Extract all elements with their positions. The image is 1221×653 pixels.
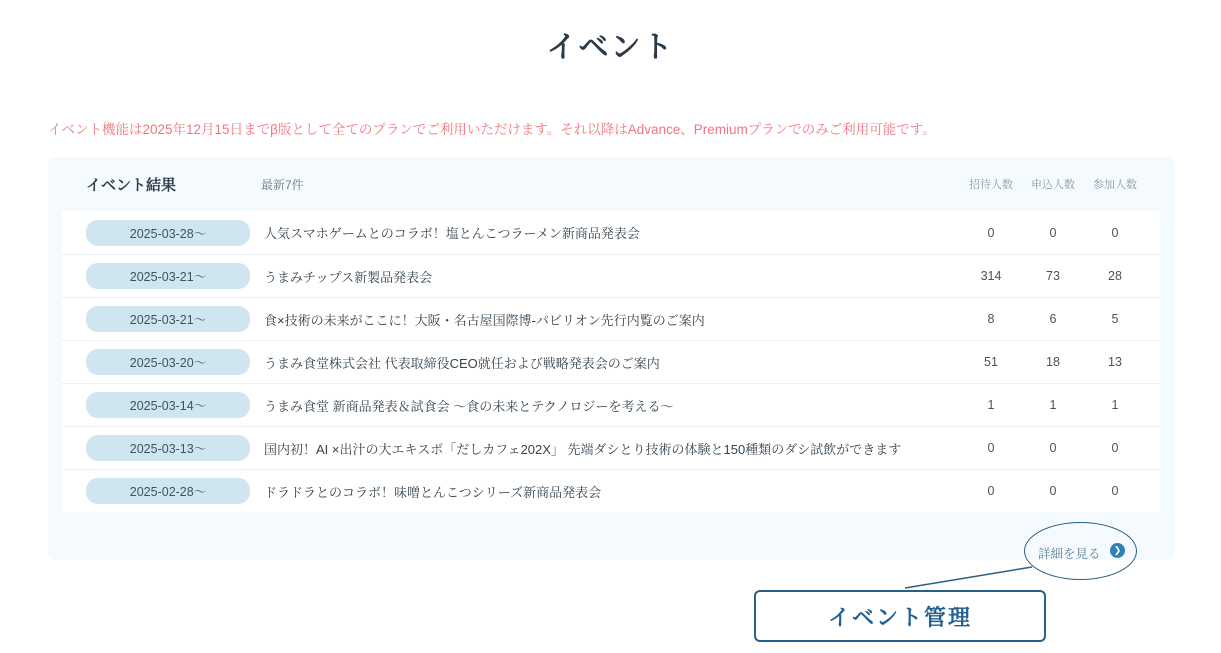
panel-footer-spacer bbox=[48, 512, 1174, 560]
event-list bbox=[48, 211, 1174, 512]
table-row[interactable] bbox=[62, 254, 1160, 297]
event-joined-count: 1 bbox=[1111, 398, 1119, 412]
event-joined-count: 28 bbox=[1108, 269, 1122, 283]
event-name[interactable]: うまみ食堂株式会社 代表取締役CEO就任および戦略発表会のご案内 bbox=[264, 355, 660, 371]
annotation-callout bbox=[754, 590, 1046, 642]
event-name[interactable]: 食×技術の未来がここに！大阪・名古屋国際博-パビリオン先行内覧のご案内 bbox=[264, 312, 705, 328]
column-header-joined: 参加人数 bbox=[1093, 179, 1137, 191]
panel-subtitle: 最新7件 bbox=[261, 177, 304, 192]
event-joined-count: 5 bbox=[1111, 312, 1119, 326]
event-name[interactable]: ドラドラとのコラボ！味噌とんこつシリーズ新商品発表会 bbox=[264, 484, 602, 500]
event-invited-count: 1 bbox=[987, 398, 995, 412]
event-joined-count: 13 bbox=[1108, 355, 1122, 369]
event-date-badge: 2025-03-28〜 bbox=[86, 220, 250, 246]
chevron-right-icon[interactable]: ❯ bbox=[1110, 543, 1125, 558]
panel-title: イベント結果 bbox=[86, 176, 177, 194]
event-applied-count: 73 bbox=[1046, 269, 1060, 283]
event-date-badge: 2025-03-14〜 bbox=[86, 392, 250, 418]
table-row[interactable] bbox=[62, 211, 1160, 254]
beta-notice: イベント機能は2025年12月15日までβ版として全てのプランでご利用いただけます。それ以降はAdvance、Premiumプランでのみご利用可能です。 bbox=[48, 122, 936, 137]
event-date-badge: 2025-03-21〜 bbox=[86, 306, 250, 332]
event-applied-count: 1 bbox=[1049, 398, 1057, 412]
table-row[interactable] bbox=[62, 426, 1160, 469]
event-invited-count: 0 bbox=[987, 441, 995, 455]
event-applied-count: 0 bbox=[1049, 225, 1057, 240]
event-results-panel bbox=[48, 157, 1174, 560]
event-name[interactable]: うまみチップス新製品発表会 bbox=[264, 269, 433, 285]
table-row[interactable] bbox=[62, 383, 1160, 426]
table-row[interactable] bbox=[62, 297, 1160, 340]
event-date-badge: 2025-03-21〜 bbox=[86, 263, 250, 289]
event-joined-count: 0 bbox=[1111, 484, 1119, 498]
event-invited-count: 51 bbox=[984, 355, 998, 369]
event-name[interactable]: 国内初！AI ×出汁の大エキスポ「だしカフェ202X」 先端ダシとり技術の体験と150種類のダシ試飲ができます bbox=[264, 441, 902, 457]
column-header-invited: 招待人数 bbox=[969, 179, 1013, 191]
event-name[interactable]: うまみ食堂 新商品発表＆試食会 〜食の未来とテクノロジーを考える〜 bbox=[264, 398, 674, 414]
event-invited-count: 0 bbox=[987, 225, 995, 240]
event-invited-count: 314 bbox=[980, 269, 1002, 283]
annotation-callout-label: イベント管理 bbox=[827, 604, 972, 630]
event-applied-count: 0 bbox=[1049, 441, 1057, 455]
event-applied-count: 18 bbox=[1046, 355, 1060, 369]
event-date-badge: 2025-03-20〜 bbox=[86, 349, 250, 375]
column-header-applied: 申込人数 bbox=[1031, 179, 1075, 191]
event-applied-count: 0 bbox=[1049, 484, 1057, 498]
event-date-badge: 2025-02-28〜 bbox=[86, 478, 250, 504]
event-invited-count: 8 bbox=[987, 312, 995, 326]
event-joined-count: 0 bbox=[1111, 225, 1119, 240]
table-row[interactable] bbox=[62, 469, 1160, 512]
event-invited-count: 0 bbox=[987, 484, 995, 498]
view-details-link[interactable]: 詳細を見る bbox=[1038, 547, 1101, 561]
page-title: イベント bbox=[546, 31, 675, 64]
event-name[interactable]: 人気スマホゲームとのコラボ！塩とんこつラーメン新商品発表会 bbox=[264, 226, 640, 241]
event-joined-count: 0 bbox=[1111, 441, 1119, 455]
table-row[interactable] bbox=[62, 340, 1160, 383]
event-results-header bbox=[48, 157, 1174, 211]
event-date-badge: 2025-03-13〜 bbox=[86, 435, 250, 461]
event-applied-count: 6 bbox=[1049, 312, 1057, 326]
